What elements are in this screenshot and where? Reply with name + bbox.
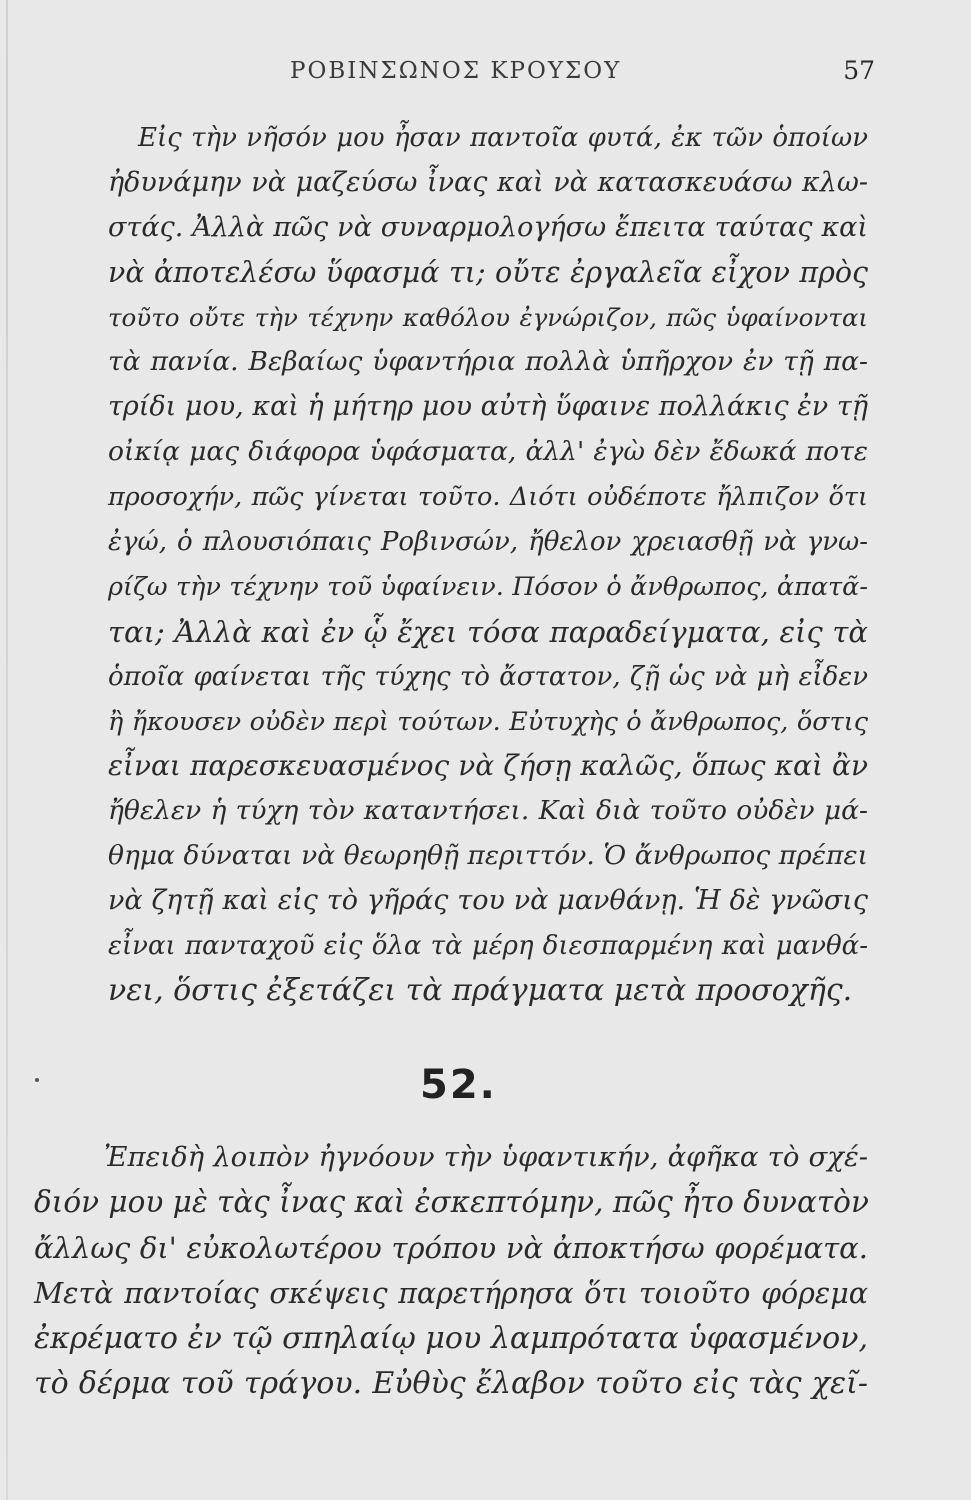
text-line: νὰ ἀποτελέσω ὕφασμά τι; οὔτε ἐργαλεῖα εἶχον πρὸς xyxy=(108,255,868,289)
paragraph-2 xyxy=(34,1135,868,1407)
text-line: προσοχήν, πῶς γίνεται τοῦτο. Διότι οὐδέποτε ἤλπιζον ὅτι xyxy=(108,482,868,513)
text-line: Εἰς τὴν νῆσόν μου ἦσαν παντοῖα φυτά, ἐκ τῶν ὁποίων xyxy=(138,123,868,153)
text-line: τοῦτο οὔτε τὴν τέχνην καθόλου ἐγνώριζον, πῶς ὑφαίνονται xyxy=(108,302,868,332)
text-line: εἶναι πανταχοῦ εἰς ὅλα τὰ μέρη διεσπαρμένη καὶ μανθά- xyxy=(108,931,868,962)
text-line: νὰ ζητῇ καὶ εἰς τὸ γῆράς του νὰ μανθάνῃ. Ἡ δὲ γνῶσις xyxy=(108,885,868,917)
text-line: τὸ δέρμα τοῦ τράγου. Εὐθὺς ἔλαβον τοῦτο εἰς τὰς χεῖ- xyxy=(34,1366,868,1402)
text-line: Ἐπειδὴ λοιπὸν ἠγνόουν τὴν ὑφαντικήν, ἀφῆκα τὸ σχέ- xyxy=(104,1141,868,1173)
paragraph-1 xyxy=(108,116,868,1014)
text-line: θημα δύναται νὰ θεωρηθῇ περιττόν. Ὁ ἄνθρωπος πρέπει xyxy=(108,840,868,872)
page-edge-shadow xyxy=(6,0,8,1500)
text-line: τρίδι μου, καὶ ἡ μήτηρ μου αὐτὴ ὕφαινε πολλάκις ἐν τῇ xyxy=(108,391,868,423)
text-line: ἐγώ, ὁ πλουσιόπαις Ροβινσών, ἤθελον χρειασθῇ νὰ γνω- xyxy=(108,527,868,558)
text-line: ἐκρέματο ἐν τῷ σπηλαίῳ μου λαμπρότατα ὑφασμένον, xyxy=(34,1321,868,1357)
text-line: ἠδυνάμην νὰ μαζεύσω ἶνας καὶ νὰ κατασκευάσω κλω- xyxy=(108,166,868,198)
text-line: Μετὰ παντοίας σκέψεις παρετήρησα ὅτι τοιοῦτο φόρεμα xyxy=(34,1276,868,1310)
text-line: ὁποῖα φαίνεται τῆς τύχης τὸ ἄστατον, ζῇ ὡς νὰ μὴ εἶδεν xyxy=(108,661,868,692)
text-line: ἤθελεν ἡ τύχη τὸν καταντήσει. Καὶ διὰ τοῦτο οὐδὲν μά- xyxy=(108,795,868,827)
running-title: ΡΟΒΙΝΣΩΝΟΣ ΚΡΟΥΣΟΥ xyxy=(290,58,622,84)
text-line: ἄλλως δι' εὐκολωτέρου τρόπου νὰ ἀποκτήσω φορέματα. xyxy=(34,1230,868,1265)
text-line: ρίζω τὴν τέχνην τοῦ ὑφαίνειν. Πόσον ὁ ἄνθρωπος, ἀπατᾶ- xyxy=(108,571,868,602)
text-line: εἶναι παρεσκευασμένος νὰ ζήσῃ καλῶς, ὅπως καὶ ἂν xyxy=(108,749,868,783)
section-number: 52. xyxy=(420,1062,497,1108)
text-line: ται; Ἀλλὰ καὶ ἐν ᾧ ἔχει τόσα παραδείγματα, εἰς τὰ xyxy=(108,614,868,649)
page-number: 57 xyxy=(843,56,875,85)
text-line: διόν μου μὲ τὰς ἶνας καὶ ἐσκεπτόμην, πῶς ἦτο δυνατὸν xyxy=(34,1185,869,1220)
text-line: στάς. Ἀλλὰ πῶς νὰ συναρμολογήσω ἔπειτα ταύτας καὶ xyxy=(108,211,868,243)
ink-speck xyxy=(35,1078,39,1082)
text-line: ἢ ἤκουσεν οὐδὲν περὶ τούτων. Εὐτυχὴς ὁ ἄνθρωπος, ὅστις xyxy=(108,706,868,737)
text-line: οἰκίᾳ μας διάφορα ὑφάσματα, ἀλλ' ἐγὼ δὲν ἔδωκά ποτε xyxy=(108,436,868,468)
text-line: τὰ πανία. Βεβαίως ὑφαντήρια πολλὰ ὑπῆρχον ἐν τῇ πα- xyxy=(108,346,868,378)
text-line: νει, ὅστις ἐξετάζει τὰ πράγματα μετὰ προσοχῆς. xyxy=(108,972,853,1008)
